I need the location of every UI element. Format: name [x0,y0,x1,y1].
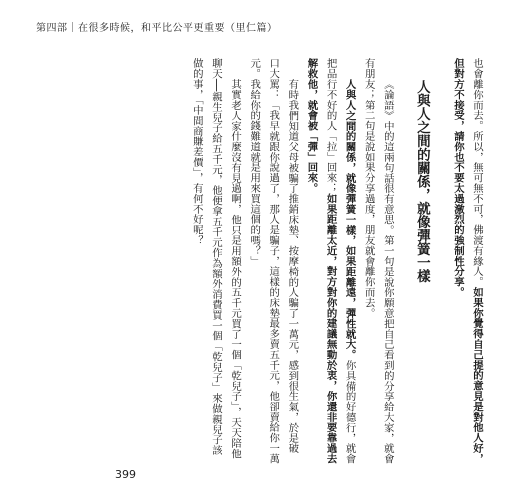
text-column [225,58,244,460]
text-column [359,58,378,460]
text-column [467,58,486,464]
text-column [282,58,301,460]
bold-text: 如果距離太近，對方對你的建議無動於衷，你還非要靠過去 [324,193,337,464]
text-column [448,58,467,460]
article-body [187,58,486,468]
body-text: 人與人之間的關係，就像彈簧一樣 [413,80,430,283]
body-text: 聊天──親生兒子給五千元，他便拿五千元作為額外消費買一個「乾兒子」來做親兒子該 [209,58,222,456]
body-text: 《論語》中的這兩句話很有意思。第一句是說你願意把自己看到的分享給大家，就會 [381,78,394,464]
body-text: 元。我給你的錢難道就是用來買這個的嗎？」 [248,58,261,266]
text-column [378,58,397,464]
body-text: 其實老人家什麼沒有見過啊，他只是用額外的五千元買了一個「乾兒子」，天天陪他 [229,78,242,459]
text-column [340,58,359,464]
body-text: 做的事，「中間商賺差價」，有何不好呢？ [190,58,203,246]
text-column [244,58,263,460]
bold-text: 但對方不接受，請你也不要太過激烈的強制性分享。 [451,58,464,298]
body-text: 也會離你而去。所以，無可無不可，佛渡有緣人。 [471,58,483,287]
text-column [301,58,320,460]
text-column [187,58,206,460]
text-column [320,58,339,464]
section-heading [409,58,434,482]
body-text: 把品行不好的人「拉」回來； [324,58,337,194]
body-text: 你具備的好德行，就會 [343,359,356,464]
running-header: 第四部｜在很多時候，和平比公平更重要（里仁篇） [36,23,278,34]
body-text: 有朋友；第二句是說如果分享過度，朋友就會離你而去。 [362,58,375,318]
text-column [263,58,282,464]
bold-text: 解救他，就會被「彈」回來。 [305,58,318,194]
body-text: 有時我們知道父母被騙了推銷床墊、按摩椅的人騙了一萬元，感到很生氣，於是破 [286,78,299,454]
bold-text: 如果你覺得自己提的意見是對他人好， [471,286,483,464]
text-column [206,58,225,460]
bold-text: 人與人之間的關係，就像彈簧一樣，如果距離遠，彈性就大。 [343,78,356,360]
page-number: 399 [115,468,136,481]
body-text: 口大罵：「我早就跟你說過了，那人是騙子，這樣的床墊最多賣五千元，他卻賣給你一萬 [267,58,280,464]
